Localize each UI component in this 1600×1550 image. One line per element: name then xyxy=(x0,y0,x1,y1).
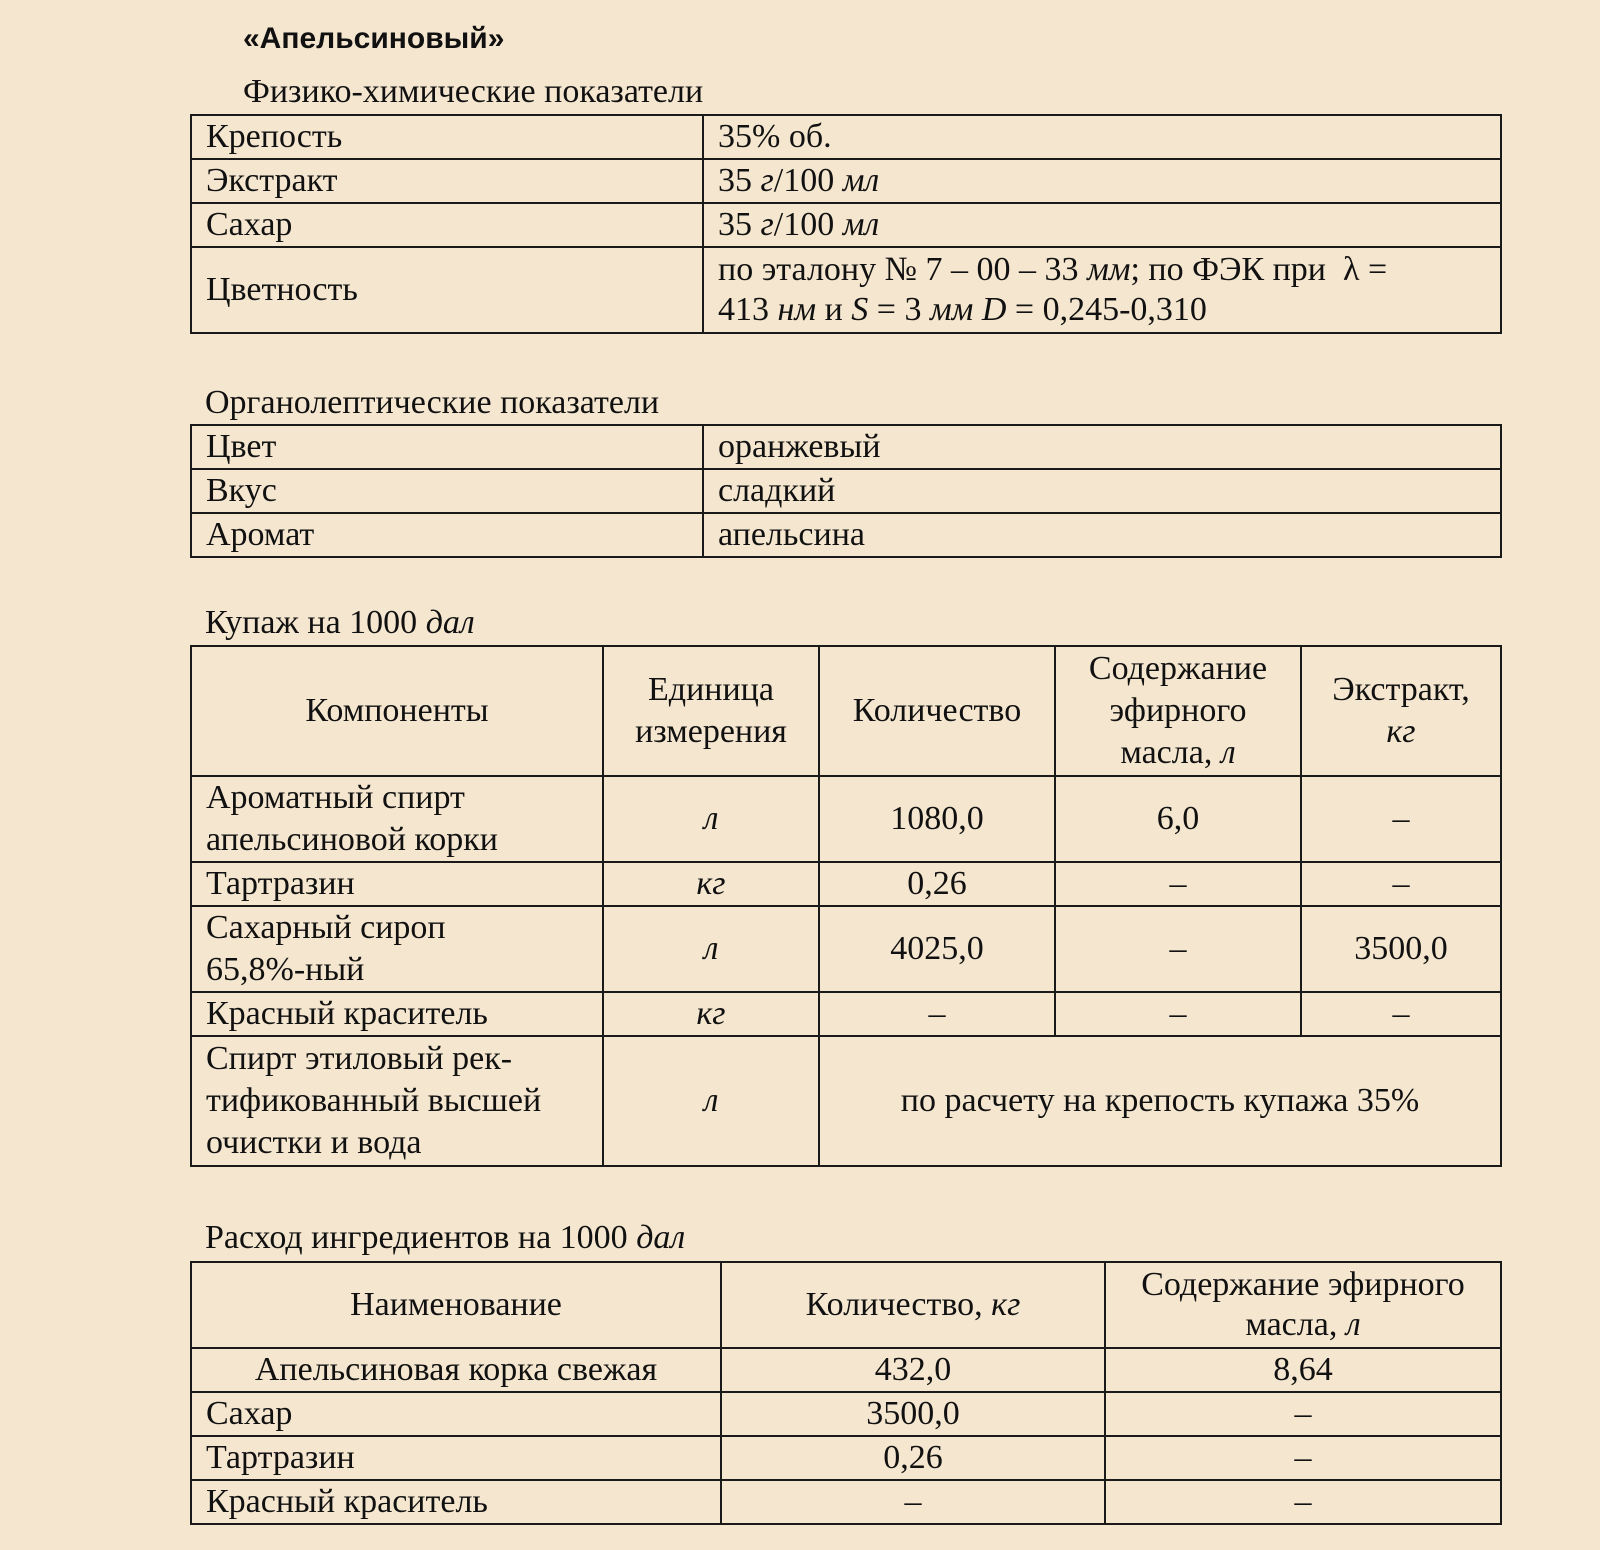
oil-cell: 8,64 xyxy=(1105,1348,1501,1392)
extract-cell: 3500,0 xyxy=(1301,906,1501,992)
oil-cell: – xyxy=(1105,1480,1501,1524)
physchem-table xyxy=(190,114,1502,334)
table-row xyxy=(191,159,1501,203)
component-name: Спирт этиловый рек- тификованный высшей очистки и вода xyxy=(191,1036,603,1166)
organoleptic-table xyxy=(190,424,1502,558)
unit-cell: кг xyxy=(603,992,819,1036)
table-row xyxy=(191,1262,1501,1348)
quantity-cell: 0,26 xyxy=(721,1436,1105,1480)
consumption-table xyxy=(190,1261,1502,1525)
extract-cell: – xyxy=(1301,776,1501,862)
unit-cell: л xyxy=(603,776,819,862)
extract-cell: – xyxy=(1301,992,1501,1036)
column-header: Содержание эфирного масла, л xyxy=(1055,646,1301,776)
table-row xyxy=(191,906,1501,992)
extract-cell: – xyxy=(1301,862,1501,906)
param-value: 35% об. xyxy=(703,115,1501,159)
table-row xyxy=(191,513,1501,557)
param-value: 35 г/100 мл xyxy=(703,203,1501,247)
param-value: оранжевый xyxy=(703,425,1501,469)
column-header: Наименование xyxy=(191,1262,721,1348)
oil-cell: – xyxy=(1105,1392,1501,1436)
table-row xyxy=(191,862,1501,906)
ingredient-name: Красный краситель xyxy=(191,1480,721,1524)
component-name: Ароматный спирт апельсиновой корки xyxy=(191,776,603,862)
column-header: Единица измерения xyxy=(603,646,819,776)
consumption-caption: Расход ингредиентов на 1000 дал xyxy=(205,1219,686,1256)
param-name: Аромат xyxy=(191,513,703,557)
table-row xyxy=(191,1036,1501,1166)
oil-cell: – xyxy=(1055,906,1301,992)
column-header: Количество, кг xyxy=(721,1262,1105,1348)
quantity-cell: – xyxy=(721,1480,1105,1524)
column-header: Количество xyxy=(819,646,1055,776)
table-row xyxy=(191,425,1501,469)
oil-cell: – xyxy=(1055,862,1301,906)
param-name: Сахар xyxy=(191,203,703,247)
param-value: по эталону № 7 – 00 – 33 мм; по ФЭК при λ = 413 нм и S = 3 мм D = 0,245-0,310 xyxy=(703,247,1501,333)
kupazh-caption: Купаж на 1000 дал xyxy=(205,604,475,641)
unit-cell: л xyxy=(603,906,819,992)
oil-cell: – xyxy=(1105,1436,1501,1480)
table-row xyxy=(191,776,1501,862)
table-row xyxy=(191,1436,1501,1480)
param-value: 35 г/100 мл xyxy=(703,159,1501,203)
quantity-cell: 4025,0 xyxy=(819,906,1055,992)
component-name: Тартразин xyxy=(191,862,603,906)
param-name: Экстракт xyxy=(191,159,703,203)
quantity-cell: 1080,0 xyxy=(819,776,1055,862)
table-row xyxy=(191,646,1501,776)
oil-cell: 6,0 xyxy=(1055,776,1301,862)
table-row xyxy=(191,203,1501,247)
column-header: Экстракт, кг xyxy=(1301,646,1501,776)
quantity-cell: 0,26 xyxy=(819,862,1055,906)
table-row xyxy=(191,1348,1501,1392)
quantity-cell: 432,0 xyxy=(721,1348,1105,1392)
param-name: Цветность xyxy=(191,247,703,333)
table-row xyxy=(191,1480,1501,1524)
unit-cell: л xyxy=(603,1036,819,1166)
calculation-note: по расчету на крепость купажа 35% xyxy=(819,1036,1501,1166)
component-name: Красный краситель xyxy=(191,992,603,1036)
param-name: Цвет xyxy=(191,425,703,469)
kupazh-table xyxy=(190,645,1502,1167)
organoleptic-caption: Органолептические показатели xyxy=(205,384,660,421)
ingredient-name: Сахар xyxy=(191,1392,721,1436)
physchem-caption: Физико-химические показатели xyxy=(243,73,704,110)
param-name: Вкус xyxy=(191,469,703,513)
param-name: Крепость xyxy=(191,115,703,159)
page-title: «Апельсиновый» xyxy=(243,22,505,55)
table-row xyxy=(191,115,1501,159)
table-row xyxy=(191,469,1501,513)
table-row xyxy=(191,992,1501,1036)
param-value: сладкий xyxy=(703,469,1501,513)
table-row xyxy=(191,247,1501,333)
quantity-cell: – xyxy=(819,992,1055,1036)
param-value: апельсина xyxy=(703,513,1501,557)
quantity-cell: 3500,0 xyxy=(721,1392,1105,1436)
component-name: Сахарный сироп 65,8%-ный xyxy=(191,906,603,992)
column-header: Содержание эфирного масла, л xyxy=(1105,1262,1501,1348)
ingredient-name: Тартразин xyxy=(191,1436,721,1480)
oil-cell: – xyxy=(1055,992,1301,1036)
column-header: Компоненты xyxy=(191,646,603,776)
ingredient-name: Апельсиновая корка свежая xyxy=(191,1348,721,1392)
unit-cell: кг xyxy=(603,862,819,906)
table-row xyxy=(191,1392,1501,1436)
